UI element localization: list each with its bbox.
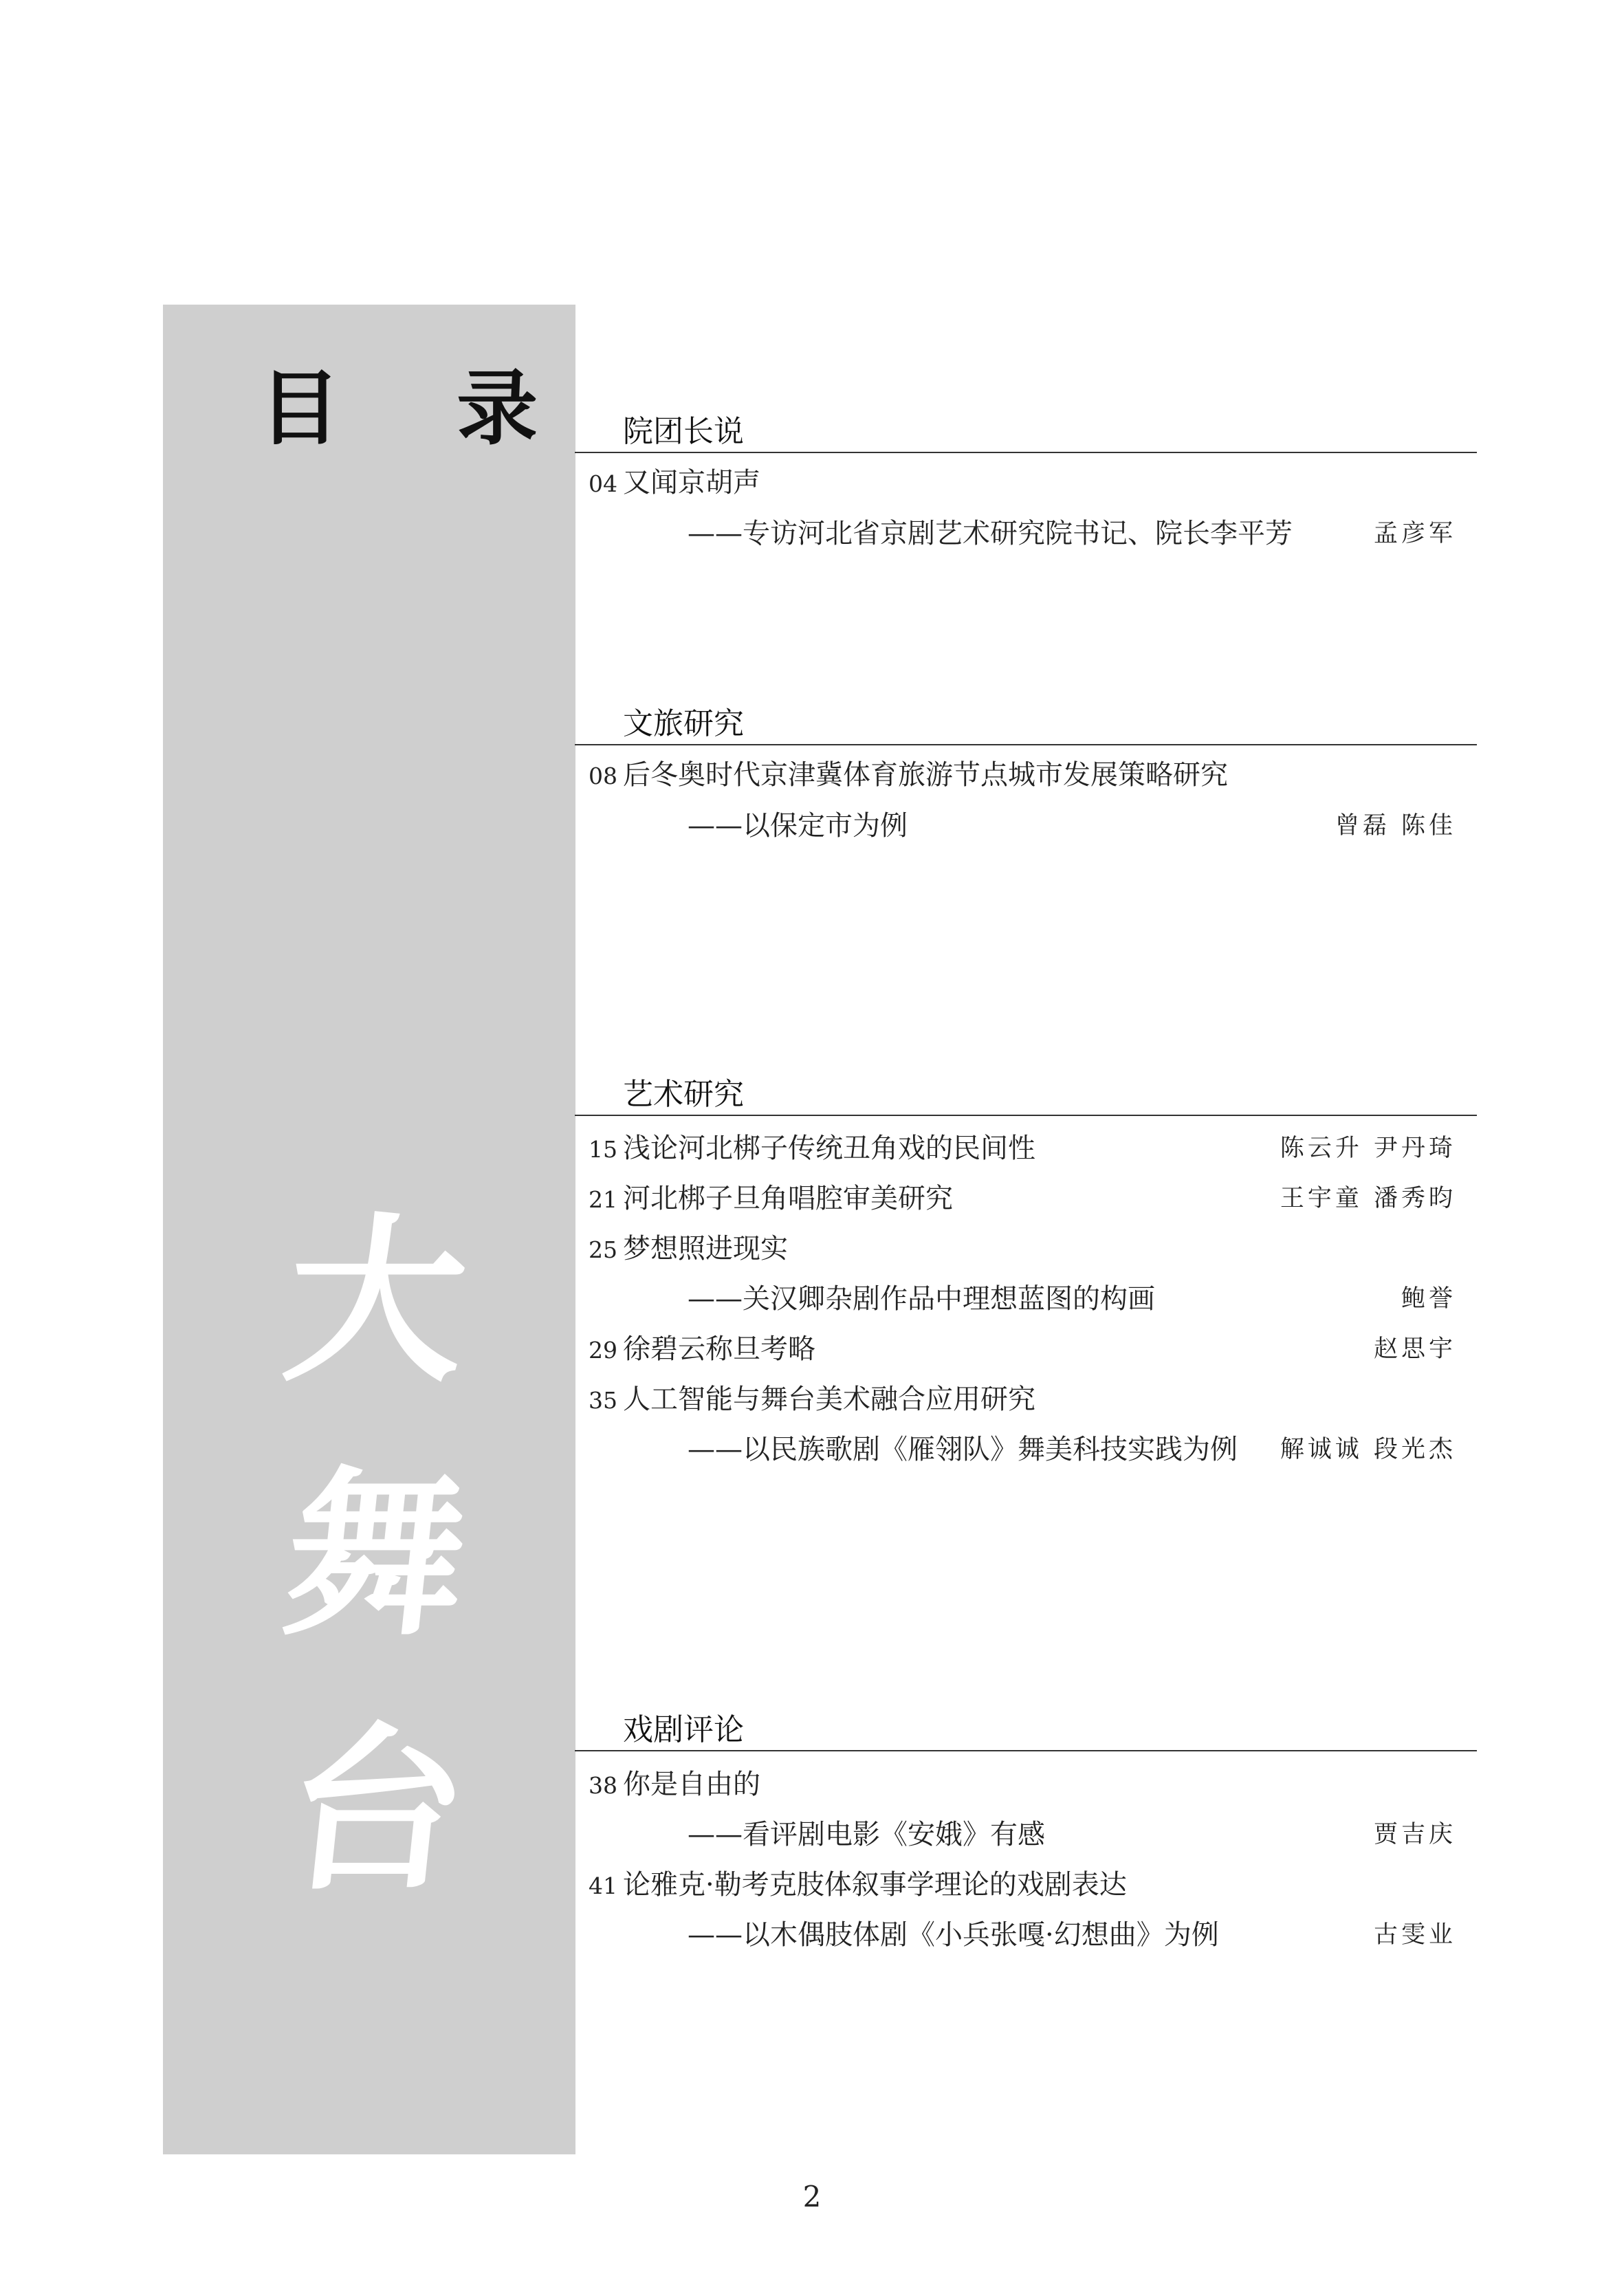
section-divider bbox=[575, 1115, 1477, 1116]
toc-entry[interactable] bbox=[589, 754, 1469, 796]
entry-subtitle: ——以保定市为例 bbox=[688, 810, 908, 842]
toc-entry[interactable] bbox=[589, 1864, 1469, 1905]
entry-author: 贾吉庆 bbox=[1373, 1821, 1456, 1848]
entry-subtitle: ——专访河北省京剧艺术研究院书记、院长李平芳 bbox=[688, 518, 1293, 549]
toc-entry-subtitle-row bbox=[688, 513, 1469, 554]
entry-subtitle: ——看评剧电影《安娥》有感 bbox=[688, 1819, 1045, 1850]
logo-char: 大 bbox=[276, 1196, 477, 1406]
toc-title: 目 录 bbox=[259, 360, 582, 456]
entry-page-number: 15 bbox=[589, 1136, 617, 1163]
entry-author: 古雯业 bbox=[1373, 1921, 1456, 1949]
page-number: 2 bbox=[802, 2180, 822, 2213]
entry-title: 后冬奥时代京津冀体育旅游节点城市发展策略研究 bbox=[623, 759, 1228, 791]
toc-entry-subtitle-row bbox=[688, 1814, 1469, 1855]
section-header-yuantuan: 院团长说 bbox=[623, 414, 744, 449]
entry-subtitle: ——以木偶肢体剧《小兵张嘎·幻想曲》为例 bbox=[688, 1919, 1219, 1951]
section-header-wenlv: 文旅研究 bbox=[623, 706, 744, 741]
entry-page-number: 35 bbox=[589, 1387, 617, 1414]
section-divider bbox=[575, 1750, 1477, 1751]
toc-entry[interactable] bbox=[589, 1379, 1469, 1420]
entry-page-number: 29 bbox=[589, 1337, 617, 1364]
entry-title: 梦想照进现实 bbox=[623, 1233, 788, 1265]
section-divider bbox=[575, 744, 1477, 745]
entry-subtitle: ——关汉卿杂剧作品中理想蓝图的构画 bbox=[688, 1283, 1155, 1315]
toc-entry-subtitle-row bbox=[688, 805, 1469, 846]
entry-page-number: 25 bbox=[589, 1236, 617, 1263]
toc-entry-subtitle-row bbox=[688, 1278, 1469, 1320]
toc-entry[interactable] bbox=[589, 1178, 1469, 1219]
section-header-yishu: 艺术研究 bbox=[623, 1077, 744, 1112]
entry-author: 赵思宇 bbox=[1373, 1335, 1456, 1363]
section-divider bbox=[575, 452, 1477, 453]
entry-page-number: 04 bbox=[589, 470, 617, 497]
magazine-logo bbox=[266, 1196, 486, 1915]
entry-title: 论雅克·勒考克肢体叙事学理论的戏剧表达 bbox=[623, 1869, 1127, 1901]
toc-entry[interactable] bbox=[589, 1329, 1469, 1370]
toc-entry-subtitle-row bbox=[688, 1914, 1469, 1956]
entry-title: 河北梆子旦角唱腔审美研究 bbox=[623, 1183, 953, 1214]
entry-author: 孟彦军 bbox=[1373, 520, 1456, 547]
entry-title: 又闻京胡声 bbox=[623, 467, 760, 499]
toc-entry[interactable] bbox=[589, 1128, 1469, 1169]
entry-page-number: 08 bbox=[589, 763, 617, 789]
logo-char: 舞 bbox=[276, 1451, 477, 1661]
toc-entry[interactable] bbox=[589, 462, 1469, 503]
entry-title: 徐碧云称旦考略 bbox=[623, 1333, 815, 1365]
entry-author: 解诚诚 段光杰 bbox=[1280, 1436, 1456, 1463]
entry-title: 浅论河北梆子传统丑角戏的民间性 bbox=[623, 1133, 1035, 1164]
toc-entry[interactable] bbox=[589, 1764, 1469, 1805]
logo-char: 台 bbox=[276, 1705, 477, 1915]
entry-author: 王宇童 潘秀昀 bbox=[1280, 1185, 1456, 1212]
entry-subtitle: ——以民族歌剧《雁翎队》舞美科技实践为例 bbox=[688, 1434, 1238, 1465]
sidebar-panel bbox=[163, 305, 582, 2154]
entry-title: 人工智能与舞台美术融合应用研究 bbox=[623, 1384, 1035, 1415]
entry-page-number: 21 bbox=[589, 1186, 617, 1213]
entry-author: 陈云升 尹丹琦 bbox=[1280, 1135, 1456, 1162]
entry-author: 鲍誉 bbox=[1401, 1285, 1456, 1313]
section-header-xiju: 戏剧评论 bbox=[623, 1712, 744, 1747]
toc-entry[interactable] bbox=[589, 1228, 1469, 1269]
entry-author: 曾磊 陈佳 bbox=[1335, 812, 1456, 840]
toc-entry-subtitle-row bbox=[688, 1429, 1469, 1470]
entry-title: 你是自由的 bbox=[623, 1769, 760, 1800]
entry-page-number: 41 bbox=[589, 1872, 617, 1899]
entry-page-number: 38 bbox=[589, 1772, 617, 1799]
